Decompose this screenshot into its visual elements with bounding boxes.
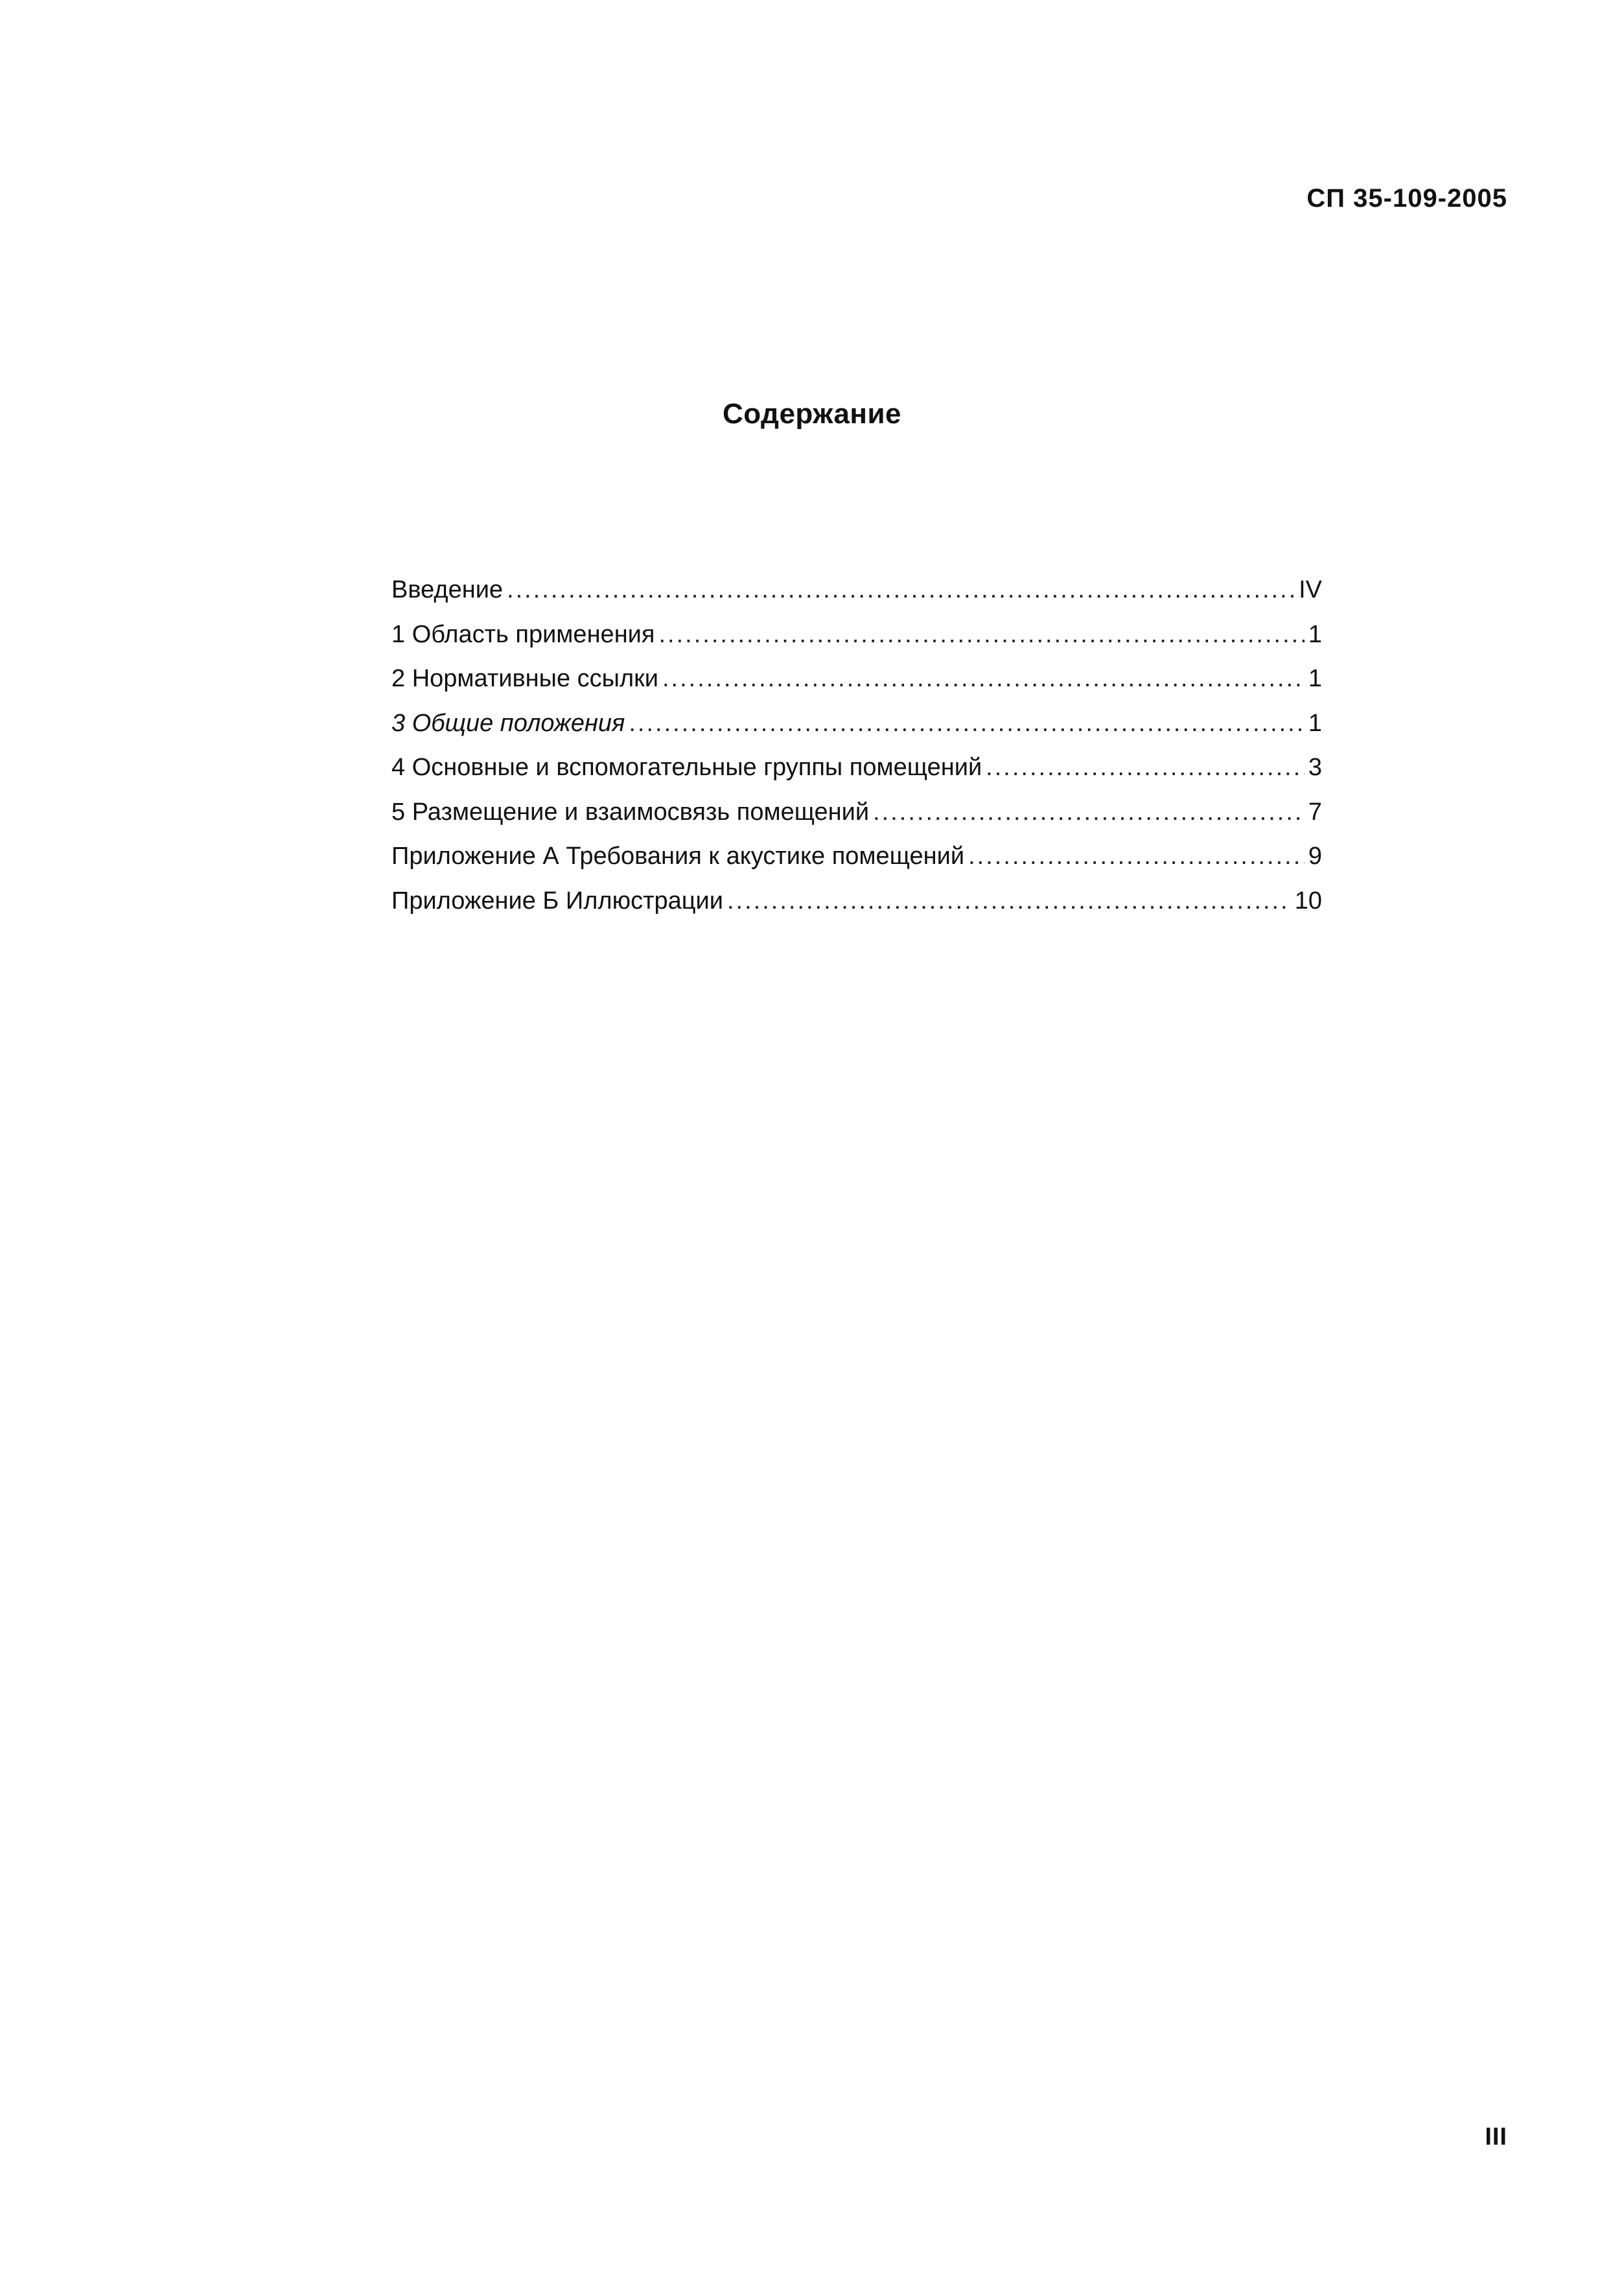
toc-entry-scope[interactable] [391, 612, 1322, 657]
toc-dot-leader [873, 790, 1305, 835]
toc-entry-label: Приложение Б Иллюстрации [391, 887, 723, 915]
toc-entry-label: 5 Размещение и взаимосвязь помещений [391, 798, 870, 826]
toc-entry-page: 3 [1308, 754, 1322, 781]
toc-entry-appendix-b[interactable] [391, 879, 1322, 924]
toc-entry-page: 7 [1308, 798, 1322, 826]
toc-dot-leader [629, 701, 1305, 746]
toc-entry-label: Приложение А Требования к акустике помещений [391, 843, 965, 870]
toc-dot-leader [986, 745, 1305, 790]
toc-entry-page: 1 [1308, 709, 1322, 737]
toc-entry-appendix-a[interactable] [391, 834, 1322, 879]
page-number: III [1485, 2123, 1507, 2150]
toc-entry-page: IV [1299, 576, 1322, 603]
toc-dot-leader [658, 612, 1304, 657]
toc-entry-normative-references[interactable] [391, 657, 1322, 701]
toc-entry-general-provisions[interactable] [391, 701, 1322, 746]
document-code: СП 35-109-2005 [1306, 184, 1507, 213]
toc-entry-room-placement[interactable] [391, 790, 1322, 835]
toc-title: Содержание [722, 398, 902, 430]
toc-entry-page: 10 [1294, 887, 1322, 915]
toc-entry-page: 9 [1308, 843, 1322, 870]
toc-dot-leader [662, 657, 1305, 701]
table-of-contents [391, 568, 1322, 923]
toc-dot-leader [968, 834, 1305, 879]
toc-entry-introduction[interactable] [391, 568, 1322, 612]
toc-entry-label: 4 Основные и вспомогательные группы помещений [391, 754, 982, 781]
toc-entry-label: 2 Нормативные ссылки [391, 665, 658, 692]
toc-entry-label: Введение [391, 576, 504, 603]
toc-entry-page: 1 [1308, 665, 1322, 692]
toc-entry-label: 1 Область применения [391, 620, 655, 648]
toc-dot-leader [727, 879, 1291, 924]
toc-entry-room-groups[interactable] [391, 745, 1322, 790]
toc-dot-leader [507, 568, 1295, 612]
toc-entry-page: 1 [1308, 620, 1322, 648]
toc-entry-label: 3 Общие положения [391, 709, 625, 737]
